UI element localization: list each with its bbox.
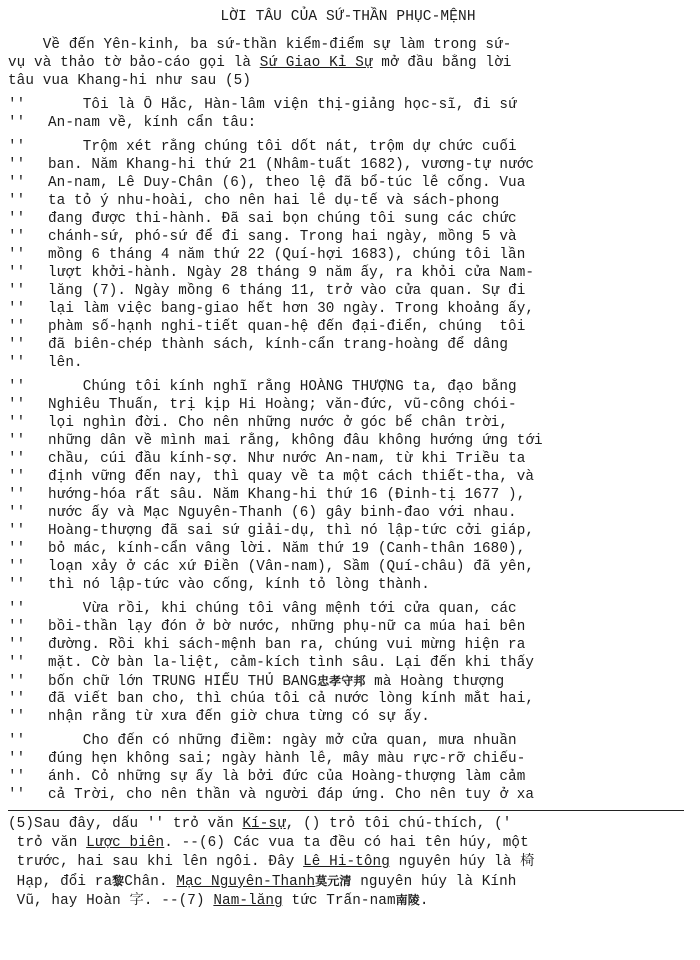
quoted-line: '' lăng (7). Ngày mồng 6 tháng 11, trở vào cửa quan. Sự đi bbox=[8, 283, 526, 299]
quoted-line: '' những dân về mình mai rằng, không đâu không hướng ứng tới bbox=[8, 433, 543, 449]
underlined-term: Mạc Nguyên-Thanh bbox=[176, 874, 316, 890]
quote-mark: '' bbox=[8, 655, 26, 671]
quoted-paragraph bbox=[8, 96, 688, 132]
quote-mark: '' bbox=[8, 415, 26, 431]
quoted-line: '' chánh-sứ, phó-sứ để đi sang. Trong hai ngày, mồng 5 và bbox=[8, 229, 517, 245]
quote-mark: '' bbox=[8, 601, 26, 617]
quote-mark: '' bbox=[8, 157, 26, 173]
quoted-line: '' định vững đến nay, thì quay về ta một cách thiết-tha, và bbox=[8, 469, 535, 485]
intro-line: vụ và thảo tờ bảo-cáo gọi là Sứ Giao Kỉ Sự mở đầu bằng lời bbox=[8, 55, 512, 71]
quoted-line: '' Chúng tôi kính nghĩ rằng HOÀNG THƯỢNG ta, đạo bằng bbox=[8, 379, 517, 395]
quoted-line: '' cả Trời, cho nên thần và người đáp ứng. Cho nên tuy ở xa bbox=[8, 787, 535, 803]
quote-mark: '' bbox=[8, 283, 26, 299]
quoted-text bbox=[8, 96, 688, 804]
footnotes bbox=[8, 815, 688, 910]
quote-mark: '' bbox=[8, 523, 26, 539]
quoted-line: '' ban. Năm Khang-hi thứ 21 (Nhâm-tuất 1682), vương-tự nước bbox=[8, 157, 535, 173]
quote-mark: '' bbox=[8, 787, 26, 803]
quoted-paragraph bbox=[8, 378, 688, 594]
quote-mark: '' bbox=[8, 193, 26, 209]
quote-mark: '' bbox=[8, 751, 26, 767]
quote-mark: '' bbox=[8, 577, 26, 593]
quoted-line: '' đúng hẹn không sai; ngày hành lễ, mây màu rực-rỡ chiếu- bbox=[8, 751, 526, 767]
quote-mark: '' bbox=[8, 265, 26, 281]
quoted-line: '' lượt khởi-hành. Ngày 28 tháng 9 năm ấy, ra khỏi cửa Nam- bbox=[8, 265, 535, 281]
quote-mark: '' bbox=[8, 769, 26, 785]
quoted-line: '' bỏ mác, kính-cẩn vâng lời. Năm thứ 19 (Canh-thân 1680), bbox=[8, 541, 526, 557]
quoted-line: '' phàm số-hạnh nghi-tiết quan-hệ đến đại-điển, chúng tôi bbox=[8, 319, 526, 335]
quoted-line: '' lọi nghìn đời. Cho nên những nước ở góc bể chân trời, bbox=[8, 415, 509, 431]
underlined-term: Nam-lăng bbox=[213, 893, 283, 909]
quoted-line: '' Trộm xét rằng chúng tôi dốt nát, trộm dự chức cuối bbox=[8, 139, 517, 155]
quote-mark: '' bbox=[8, 541, 26, 557]
quoted-line: '' đang được thi-hành. Đã sai bọn chúng tôi sung các chức bbox=[8, 211, 517, 227]
quoted-line: '' mồng 6 tháng 4 năm thứ 22 (Quí-hợi 1683), chúng tôi lần bbox=[8, 247, 526, 263]
quote-mark: '' bbox=[8, 487, 26, 503]
quote-mark: '' bbox=[8, 355, 26, 371]
quote-mark: '' bbox=[8, 619, 26, 635]
quote-mark: '' bbox=[8, 229, 26, 245]
han-characters: 南陵 bbox=[395, 893, 420, 907]
quote-mark: '' bbox=[8, 691, 26, 707]
quoted-line: '' hướng-hóa rất sâu. Năm Khang-hi thứ 16 (Đinh-tị 1677 ), bbox=[8, 487, 526, 503]
quote-mark: '' bbox=[8, 139, 26, 155]
quote-mark: '' bbox=[8, 175, 26, 191]
quoted-line: '' đã biên-chép thành sách, kính-cẩn trang-hoàng để dâng bbox=[8, 337, 509, 353]
underlined-term: Sứ Giao Kỉ Sự bbox=[259, 55, 373, 71]
quote-mark: '' bbox=[8, 451, 26, 467]
quoted-line: '' nước ấy và Mạc Nguyên-Thanh (6) gây binh-đao với nhau. bbox=[8, 505, 517, 521]
quoted-line: '' nhận rằng từ xưa đến giờ chưa từng có sự ấy. bbox=[8, 709, 430, 725]
intro-line: tâu vua Khang-hi như sau (5) bbox=[8, 73, 252, 89]
han-characters: 黎 bbox=[112, 874, 125, 888]
quoted-paragraph bbox=[8, 138, 688, 372]
quoted-line: '' lên. bbox=[8, 355, 83, 371]
underlined-term: Lê Hi-tông bbox=[303, 854, 390, 870]
quote-mark: '' bbox=[8, 115, 26, 131]
footnote-line: trỏ văn Lược biên. --(6) Các vua ta đều có hai tên húy, một bbox=[8, 835, 529, 851]
quoted-line: '' Tôi là Ô Hắc, Hàn-lâm viện thị-giảng học-sĩ, đi sứ bbox=[8, 97, 517, 113]
quote-mark: '' bbox=[8, 301, 26, 317]
footnote-line: (5)Sau đây, dấu '' trỏ văn Kí-sự, () trỏ tôi chú-thích, (' bbox=[8, 816, 512, 832]
quoted-line: '' đã viết ban cho, thì chúa tôi cả nước lòng kính mắt hai, bbox=[8, 691, 535, 707]
quoted-line: '' An-nam về, kính cẩn tâu: bbox=[8, 115, 257, 131]
quoted-line: '' chầu, cúi đầu kính-sợ. Như nước An-nam, từ khi Triều ta bbox=[8, 451, 526, 467]
quoted-line: '' thì nó lập-tức vào cống, kính tỏ lòng thành. bbox=[8, 577, 430, 593]
quoted-line: '' ánh. Cỏ những sự ấy là bởi đức của Hoàng-thượng làm cảm bbox=[8, 769, 526, 785]
quote-mark: '' bbox=[8, 211, 26, 227]
quote-mark: '' bbox=[8, 247, 26, 263]
quote-mark: '' bbox=[8, 337, 26, 353]
quoted-line: '' bốn chữ lớn TRUNG HIẾU THỦ BANG忠孝守邦 mà Hoàng thượng bbox=[8, 674, 505, 690]
quote-mark: '' bbox=[8, 674, 26, 690]
quote-mark: '' bbox=[8, 379, 26, 395]
underlined-term: Kí-sự bbox=[242, 816, 286, 832]
quote-mark: '' bbox=[8, 397, 26, 413]
quoted-line: '' Hoàng-thượng đã sai sứ giải-dụ, thì nó lập-tức cởi giáp, bbox=[8, 523, 535, 539]
footnote-line: Vũ, hay Hoàn 字. --(7) Nam-lăng tức Trấn-nam南陵. bbox=[8, 893, 429, 909]
quoted-line: '' đường. Rồi khi sách-mệnh ban ra, chúng vui mừng hiện ra bbox=[8, 637, 526, 653]
footnote-line: trước, hai sau khi lên ngôi. Đây Lê Hi-tông nguyên húy là 椅 bbox=[8, 854, 535, 870]
intro-line: Về đến Yên-kinh, ba sứ-thần kiểm-điểm sự làm trong sứ- bbox=[8, 37, 512, 53]
han-characters: 忠孝守邦 bbox=[317, 674, 366, 688]
quoted-line: '' Vừa rồi, khi chúng tôi vâng mệnh tới cửa quan, các bbox=[8, 601, 517, 617]
han-characters: 莫元清 bbox=[315, 874, 352, 888]
quote-mark: '' bbox=[8, 559, 26, 575]
quote-mark: '' bbox=[8, 505, 26, 521]
quote-mark: '' bbox=[8, 469, 26, 485]
intro-paragraph bbox=[8, 36, 688, 90]
quoted-line: '' bồi-thần lạy đón ở bờ nước, những phụ-nữ ca múa hai bên bbox=[8, 619, 526, 635]
quoted-line: '' Cho đến có những điềm: ngày mở cửa quan, mưa nhuần bbox=[8, 733, 517, 749]
underlined-term: Lược biên bbox=[86, 835, 165, 851]
quoted-paragraph bbox=[8, 600, 688, 726]
quoted-line: '' mặt. Cờ bàn la-liệt, cảm-kích tình sâu. Lại đến khi thấy bbox=[8, 655, 535, 671]
quoted-paragraph bbox=[8, 732, 688, 804]
quote-mark: '' bbox=[8, 733, 26, 749]
quoted-line: '' ta tỏ ý nhu-hoài, cho nên hai lễ dụ-tế và sách-phong bbox=[8, 193, 500, 209]
quote-mark: '' bbox=[8, 97, 26, 113]
quoted-line: '' Nghiêu Thuấn, trị kịp Hi Hoàng; văn-đức, vũ-công chói- bbox=[8, 397, 517, 413]
footnote-line: Hạp, đổi ra黎Chân. Mạc Nguyên-Thanh莫元清 nguyên húy là Kính bbox=[8, 874, 517, 890]
quoted-line: '' lại làm việc bang-giao hết hơn 30 ngày. Trong khoảng ấy, bbox=[8, 301, 535, 317]
footnote-divider bbox=[8, 810, 684, 811]
quoted-line: '' loạn xảy ở các xứ Điền (Vân-nam), Sầm (Quí-châu) đã yên, bbox=[8, 559, 535, 575]
quote-mark: '' bbox=[8, 709, 26, 725]
quoted-line: '' An-nam, Lê Duy-Chân (6), theo lệ đã bổ-túc lễ cống. Vua bbox=[8, 175, 526, 191]
page-title: LỜI TÂU CỦA SỨ-THẦN PHỤC-MỆNH bbox=[220, 9, 476, 25]
quote-mark: '' bbox=[8, 433, 26, 449]
quote-mark: '' bbox=[8, 637, 26, 653]
quote-mark: '' bbox=[8, 319, 26, 335]
